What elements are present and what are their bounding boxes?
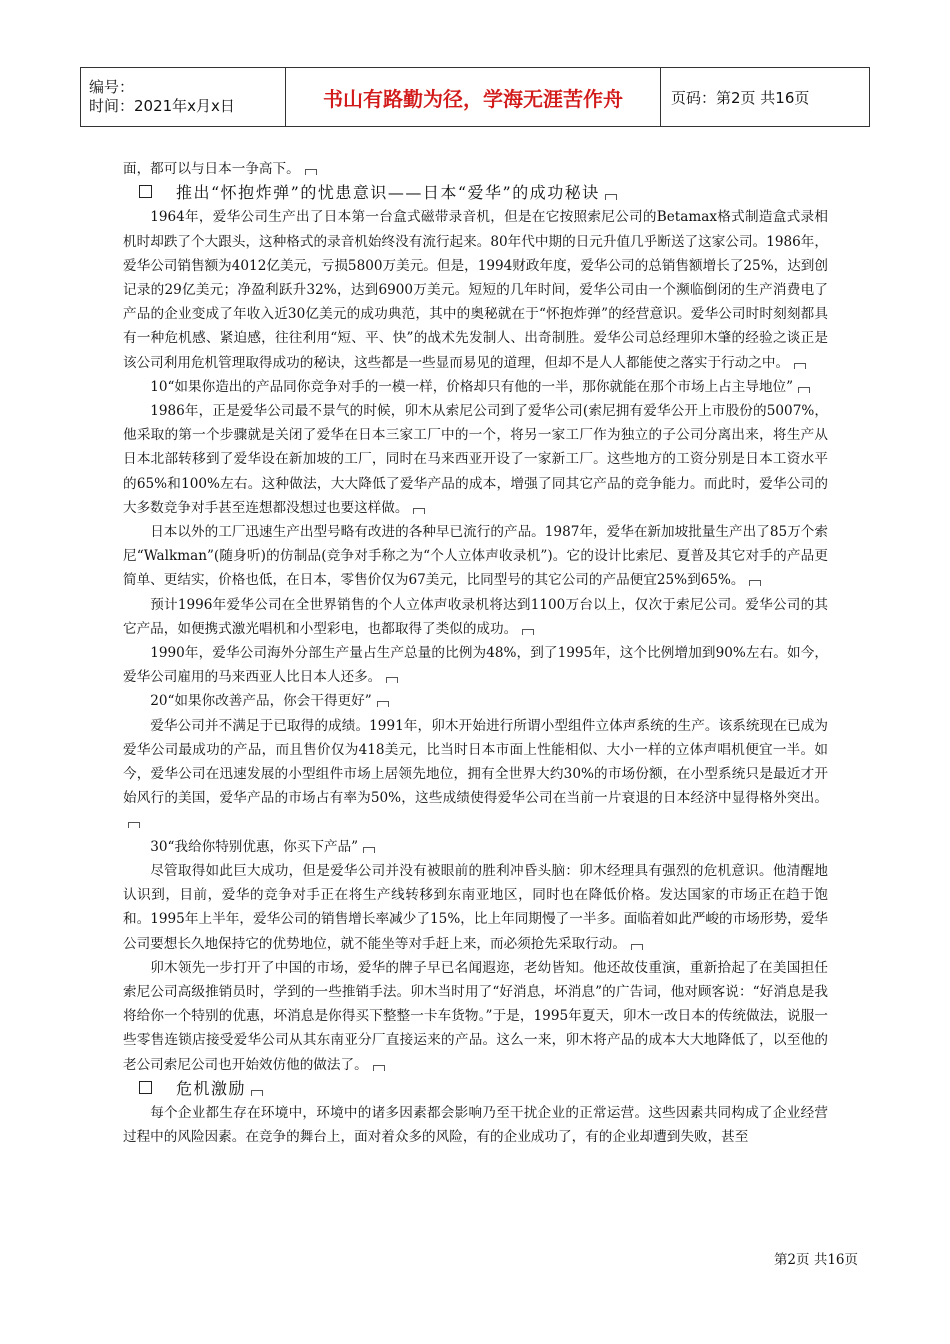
checkbox-icon xyxy=(139,185,152,198)
paragraph: 面，都可以与日本一争高下。 xyxy=(123,157,828,181)
paragraph: 尽管取得如此巨大成功，但是爱华公司并没有被眼前的胜利冲昏头脑：卯木经理具有强烈的危机意识。他清醒地认识到，目前，爱华的竞争对手正在将生产线转移到东南亚地区，同时也在降低价格。发达国家的市场正在趋于饱和。1995年上半年，爱华公司的销售增长率减少了15%，比上年同期慢了一半多。面临着如此严峻的市场形势，爱华公司要想长久地保持它的优势地位，就不能坐等对手赶上来，而必须抢先采取行动。 xyxy=(123,862,828,952)
checkbox-icon xyxy=(139,1081,152,1094)
return-icon xyxy=(386,677,398,683)
paragraph: 日本以外的工厂迅速生产出型号略有改进的各种早已流行的产品。1987年，爱华在新加坡批量生产出了85万个索尼“Walkman”(随身听)的仿制品(竞争对手称之为“个人立体声收录机”)。它的设计比索尼、夏普及其它对手的产品更简单、更结实，价格也低，在日本，零售价仅为67美元，比同型号的其它公司的产品便宜25%到65%。 xyxy=(123,524,828,589)
paragraph: 预计1996年爱华公司在全世界销售的个人立体声收录机将达到1100万台以上，仅次于索尼公司。爱华公司的其它产品，如便携式激光唱机和小型彩电，也都取得了类似的成功。 xyxy=(123,596,828,637)
return-icon xyxy=(794,363,806,369)
return-icon xyxy=(377,701,389,707)
code-label: 编号： xyxy=(89,78,135,96)
page-label: 页码：第2页 共16页 xyxy=(671,88,810,107)
return-icon xyxy=(373,1065,385,1071)
paragraph: 爱华公司并不满足于已取得的成绩。1991年，卯木开始进行所谓小型组件立体声系统的生产。该系统现在已成为爱华公司最成功的产品，而且售价仅为418美元，比当时日本市面上性能相似、大小一样的立体声唱机便宜一半。如今，爱华公司在迅速发展的小型组件市场上居领先地位，拥有全世界大约30%的市场份额，在小型系统只是最近才开始风行的美国，爱华产品的市场占有率为50%，这些成绩使得爱华公司在当前一片衰退的日本经济中显得格外突出。 xyxy=(123,714,828,835)
return-icon xyxy=(251,1090,263,1096)
paragraph: 每个企业都生存在环境中，环境中的诸多因素都会影响乃至干扰企业的正常运营。这些因素共同构成了企业经营过程中的风险因素。在竞争的舞台上，面对着众多的风险，有的企业成功了，有的企业却遭到失败，甚至 xyxy=(123,1104,828,1146)
document-body xyxy=(123,157,828,1149)
date-label: 时间：2021年x月x日 xyxy=(89,97,235,115)
paragraph: 1986年，正是爱华公司最不景气的时候，卯木从索尼公司到了爱华公司(索尼拥有爱华公开上市股份的5007%，他采取的第一个步骤就是关闭了爱华在日本三家工厂中的一个，将另一家工厂作为独立的子公司分离出来，将生产从日本北部转移到了爱华设在新加坡的工厂，同时在马来西亚开设了一家新工厂。这些地方的工资分别是日本工资水平的65%和100%左右。这种做法，大大降低了爱华产品的成本，增强了同其它产品的竞争能力。而此时，爱华公司的大多数竞争对手甚至连想都没想过也要这样做。 xyxy=(123,403,828,516)
paragraph: 1964年，爱华公司生产出了日本第一台盒式磁带录音机，但是在它按照索尼公司的Betamax格式制造盒式录相机时却跌了个大跟头，这种格式的录音机始终没有流行起来。80年代中期的日元升值几乎断送了这家公司。1986年，爱华公司销售额为4012亿美元，亏损5800万美元。但是，1994财政年度，爱华公司的总销售额增长了25%，达到创记录的29亿美元；净盈利跃升32%，达到6900万美元。短短的几年时间，爱华公司由一个濒临倒闭的生产消费电了产品的企业变成了年收入近30亿美元的成功典范，其中的奥秘就在于“怀抱炸弹”的经营意识。爱华公司时时刻刻都具有一种危机感、紧迫感，往往利用“短、平、快”的战术先发制人、出奇制胜。爱华公司总经理卯木肇的经验之谈正是该公司利用危机管理取得成功的秘诀，这些都是一些显而易见的道理，但却不是人人都能使之落实于行动之中。 xyxy=(123,209,828,371)
return-icon xyxy=(413,508,425,514)
return-icon xyxy=(522,629,534,635)
section-heading: 危机激励 xyxy=(123,1077,828,1101)
return-icon xyxy=(749,580,761,586)
return-icon xyxy=(128,822,140,828)
header-meta xyxy=(81,68,286,126)
paragraph: 30“我给你特别优惠，你买下产品” xyxy=(123,835,828,859)
paragraph: 1990年，爱华公司海外分部生产量占生产总量的比例为48%，到了1995年，这个比例增加到90%左右。如今，爱华公司雇用的马来西亚人比日本人还多。 xyxy=(123,645,828,686)
return-icon xyxy=(305,169,317,175)
header-motto xyxy=(286,68,661,126)
section-heading: 推出“怀抱炸弹”的忧患意识——日本“爱华”的成功秘诀 xyxy=(123,181,828,205)
paragraph: 20“如果你改善产品，你会干得更好” xyxy=(123,689,828,713)
page-header xyxy=(80,67,870,127)
header-page xyxy=(661,68,869,126)
return-icon xyxy=(605,194,617,200)
paragraph: 10“如果你造出的产品同你竞争对手的一模一样，价格却只有他的一半，那你就能在那个市场上占主导地位” xyxy=(123,375,828,399)
return-icon xyxy=(631,944,643,950)
return-icon xyxy=(798,387,810,393)
page-footer: 第2页 共16页 xyxy=(773,1252,858,1268)
return-icon xyxy=(363,847,375,853)
motto-text: 书山有路勤为径，学海无涯苦作舟 xyxy=(323,86,623,111)
paragraph: 卯木领先一步打开了中国的市场，爱华的牌子早已名闻遐迩，老幼皆知。他还故伎重演，重新拾起了在美国担任索尼公司高级推销员时，学到的一些推销手法。卯木当时用了“好消息，坏消息”的广告词，他对顾客说：“好消息是我将给你一个特别的优惠，坏消息是你得买下整整一卡车货物。”于是，1995年夏天，卯木一改日本的传统做法，说服一些零售连锁店接受爱华公司从其东南亚分厂直接运来的产品。这么一来，卯木将产品的成本大大地降低了，以至他的老公司索尼公司也开始效仿他的做法了。 xyxy=(123,959,828,1073)
